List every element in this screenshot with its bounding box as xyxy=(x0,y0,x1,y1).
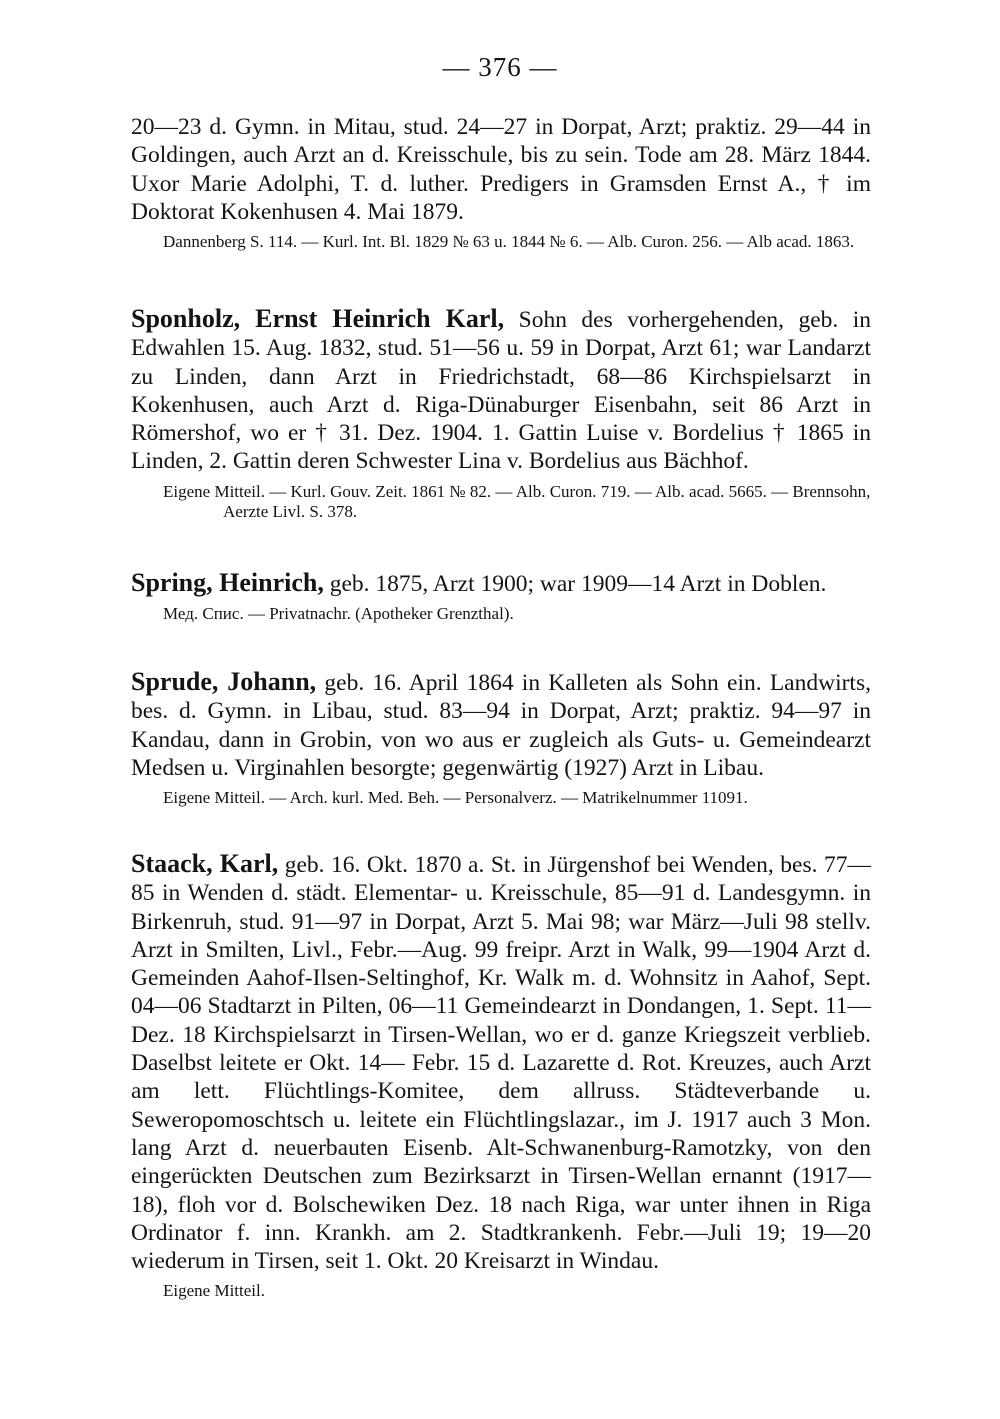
entry-name: Staack, Karl, xyxy=(131,849,279,878)
entry-text: Sohn des vorhergehenden, geb. in Edwahlen 15. Aug. 1832, stud. 51—56 u. 59 in Dorpat, Arzt 61; war Landarzt zu Linden, dann Arzt in Friedrichstadt, 68—86 Kirchspielsarzt in Kokenhusen, auch Arzt d. Riga-Dünaburger Eisenbahn, seit 86 Arzt in Römershof, wo er † 31. Dez. 1904. 1. Gattin Luise v. Bordelius † 1865 in Linden, 2. Gattin deren Schwester Lina v. Bordelius aus Bächhof. xyxy=(131,307,872,475)
entry-body xyxy=(131,668,871,782)
entry-sponholz xyxy=(131,305,871,522)
entry-text: 20—23 d. Gymn. in Mitau, stud. 24—27 in Dorpat, Arzt; praktiz. 29—44 in Goldingen, auch Arzt an d. Kreisschule, bis zu sein. Tode am 28. März 1844. Uxor Marie Adolphi, T. d. luther. Predigers in Gramsden Ernst A., † im Doktorat Kokenhusen 4. Mai 1879. xyxy=(131,114,871,225)
entry-source: Мед. Спис. — Privatnachr. (Apotheker Grenzthal). xyxy=(163,604,514,624)
entry-source: Dannenberg S. 114. — Kurl. Int. Bl. 1829 № 63 u. 1844 № 6. — Alb. Curon. 256. — Alb acad. 1863. xyxy=(163,232,855,252)
entry-body xyxy=(131,569,871,598)
entry-source: Eigene Mitteil. — Arch. kurl. Med. Beh. — Personalverz. — Matrikelnummer 11091. xyxy=(163,788,748,808)
entry-text: geb. 1875, Arzt 1900; war 1909—14 Arzt in Doblen. xyxy=(329,571,827,597)
entry-text: geb. 16. April 1864 in Kalleten als Sohn ein. Landwirts, bes. d. Gymn. in Libau, stud. 83—94 in Dorpat, Arzt; praktiz. 94—97 in Kandau, dann in Grobin, von wo aus er zugleich als Guts- u. Gemeindearzt Medsen u. Virginahlen besorgte; gegenwärtig (1927) Arzt in Libau. xyxy=(131,670,871,781)
entry-sprude xyxy=(131,668,871,808)
entry-name: Sprude, Johann, xyxy=(131,667,317,696)
entry-body xyxy=(131,305,871,476)
entry-spring xyxy=(131,569,871,624)
entry-continuation xyxy=(131,113,871,252)
entry-source: Eigene Mitteil. xyxy=(163,1281,265,1301)
entry-staack xyxy=(131,850,871,1301)
entry-name: Sponholz, Ernst Heinrich Karl, xyxy=(131,304,505,333)
entry-source: Eigene Mitteil. — Kurl. Gouv. Zeit. 1861 № 82. — Alb. Curon. 719. — Alb. acad. 5665. — Brennsohn, Aerzte Livl. S. 378. xyxy=(163,481,871,521)
page-number: — 376 — xyxy=(442,52,558,82)
entry-body xyxy=(131,850,871,1275)
entry-name: Spring, Heinrich, xyxy=(131,568,324,597)
entry-text: geb. 16. Okt. 1870 a. St. in Jürgenshof bei Wenden, bes. 77—85 in Wenden d. städt. Elementar- u. Kreisschule, 85—91 d. Landesgymn. in Birkenruh, stud. 91—97 in Dorpat, Arzt 5. Mai 98; war März—Juli 98 stellv. Arzt in Smilten, Livl., Febr.—Aug. 99 freipr. Arzt in Walk, 99—1904 Arzt d. Gemeinden Aahof-Ilsen-Seltinghof, Kr. Walk m. d. Wohnsitz in Aahof, Sept. 04—06 Stadtarzt in Pilten, 06—11 Gemeindearzt in Dondangen, 1. Sept. 11— Dez. 18 Kirchspielsarzt in Tirsen-Wellan, wo er d. ganze Kriegszeit verblieb. Daselbst leitete er Okt. 14— Febr. 15 d. Lazarette d. Rot. Kreuzes, auch Arzt am lett. Flüchtlings-Komitee, dem allruss. Städteverbande u. Seweropomoschtsch u. leitete ein Flüchtlingslazar., im J. 1917 auch 3 Mon. lang Arzt d. neuerbauten Eisenb. Alt-Schwanenburg-Ramotzky, von den eingerückten Deutschen zum Bezirksarzt in Tirsen-Wellan ernannt (1917—18), floh vor d. Bolschewiken Dez. 18 nach Riga, war unter ihnen in Riga Ordinator f. inn. Krankh. am 2. Stadtkrankenh. Febr.—Juli 19; 19—20 wiederum in Tirsen, seit 1. Okt. 20 Kreisarzt in Windau. xyxy=(131,852,871,1275)
